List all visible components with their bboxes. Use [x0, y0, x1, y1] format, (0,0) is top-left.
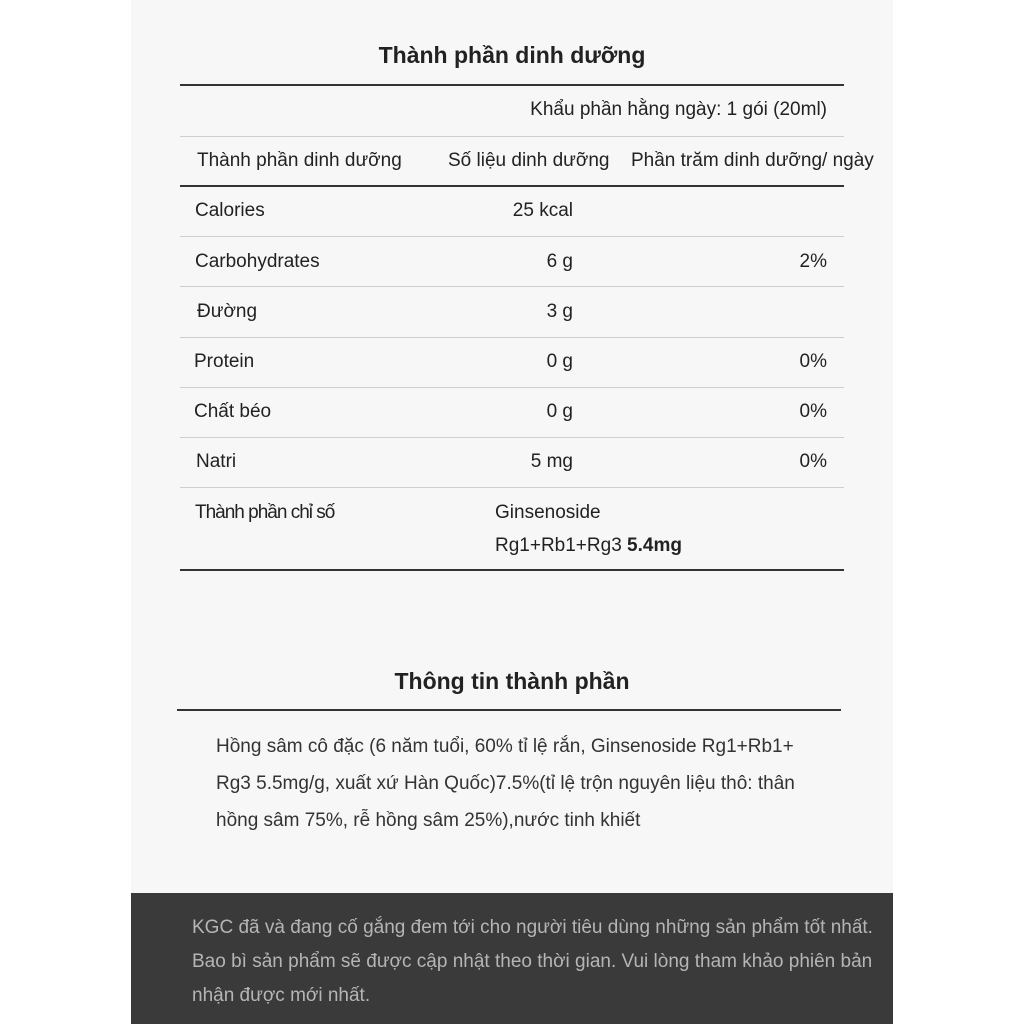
nutrition-bottom-rule: [180, 569, 844, 571]
header-nutrient: Thành phần dinh dưỡng: [197, 150, 402, 171]
row-amount: 6 g: [546, 251, 573, 272]
divider: [180, 286, 844, 287]
row-percent: 0%: [799, 351, 827, 372]
row-amount: 5 mg: [530, 451, 573, 472]
row-name: Protein: [194, 351, 255, 372]
row-name: Chất béo: [194, 401, 272, 422]
nutrition-title: Thành phần dinh dưỡng: [378, 42, 646, 68]
row-percent: 2%: [799, 251, 827, 272]
row-name: Natri: [196, 451, 237, 472]
ingredients-title: Thông tin thành phần: [394, 668, 630, 694]
row-percent: 0%: [799, 401, 827, 422]
divider: [180, 337, 844, 338]
divider: [180, 136, 844, 137]
index-line2: Rg1+Rb1+Rg3 5.4mg: [495, 535, 682, 556]
ingredients-rule: [177, 709, 841, 711]
index-label: Thành phần chỉ số: [195, 502, 335, 523]
row-amount: 0 g: [546, 351, 573, 372]
content-panel: [131, 0, 893, 1024]
index-line1: Ginsenoside: [495, 502, 601, 523]
nutrition-top-rule: [180, 84, 844, 86]
row-amount: 3 g: [546, 301, 573, 322]
ingredients-text: Hồng sâm cô đặc (6 năm tuổi, 60% tỉ lệ rắn, Ginsenoside Rg1+Rb1+ Rg3 5.5mg/g, xuất xứ Hàn Quốc)7.5%(tỉ lệ trộn nguyên liệu thô: thân hồng sâm 75%, rễ hồng sâm 25%),nước tinh khiết: [216, 736, 795, 831]
footer-text: KGC đã và đang cố gắng đem tới cho người tiêu dùng những sản phẩm tốt nhất. Bao bì sản phẩm sẽ được cập nhật theo thời gian. Vui lòng tham khảo phiên bản nhận được mới nhất.: [192, 917, 873, 1006]
divider: [180, 387, 844, 388]
row-name: Đường: [197, 301, 258, 322]
divider: [180, 236, 844, 237]
row-amount: 25 kcal: [512, 200, 573, 221]
footer-notice: [131, 893, 893, 1024]
serving-size: Khẩu phần hằng ngày: 1 gói (20ml): [530, 99, 827, 120]
row-name: Calories: [195, 200, 265, 221]
row-percent: 0%: [799, 451, 827, 472]
row-name: Carbohydrates: [195, 251, 320, 272]
header-amount: Số liệu dinh dưỡng: [448, 150, 610, 171]
row-amount: 0 g: [546, 401, 573, 422]
header-percent: Phần trăm dinh dưỡng/ ngày: [631, 150, 874, 171]
divider: [180, 437, 844, 438]
divider: [180, 487, 844, 488]
index-value: 5.4mg: [627, 535, 682, 556]
header-rule: [180, 185, 844, 187]
